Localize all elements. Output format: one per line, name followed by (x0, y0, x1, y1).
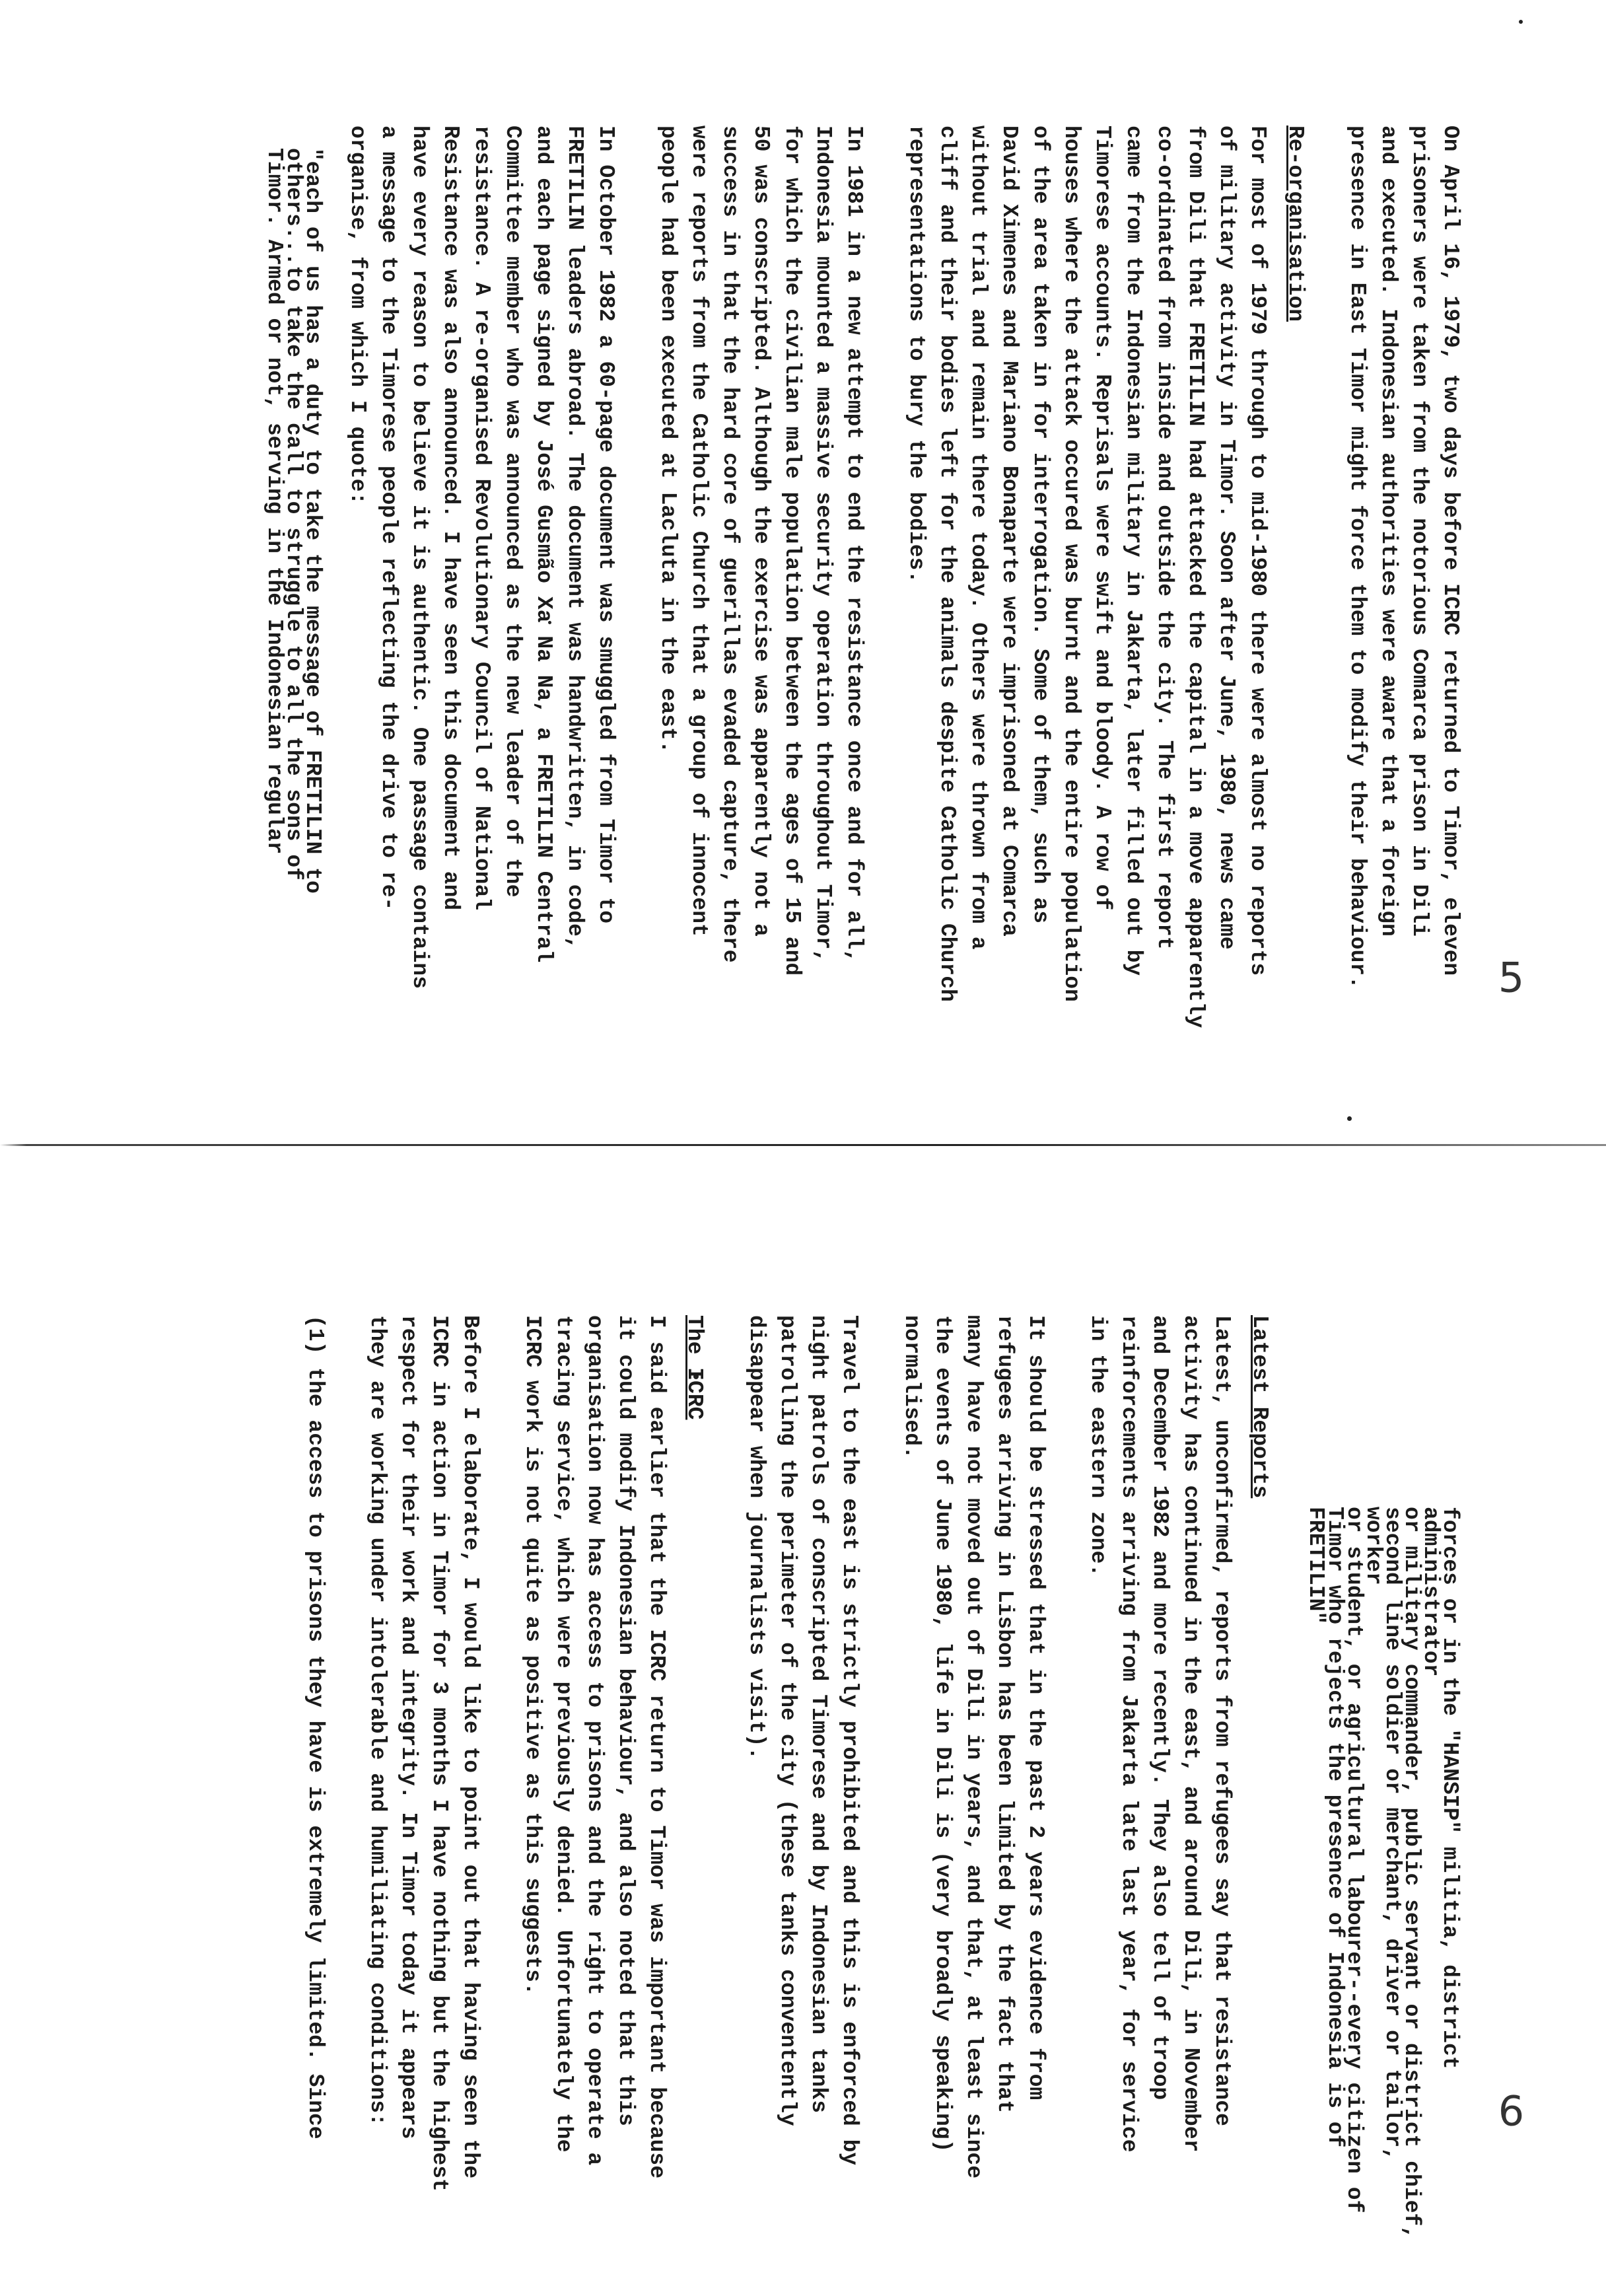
page-5-body (262, 126, 1466, 1050)
section-heading: Re-organisation (1283, 126, 1308, 322)
paragraph: Travel to the east is strictly prohibited and this is enforced by night patrols of conscripted Timorese and by Indonesian tanks patrolling the perimeter of the city (these tanks conventently disappear when journalists visit). (744, 1315, 862, 2166)
paragraph: In October 1982 a 60-page document was smuggled from Timor to FRETILIN leaders abroad. The document was handwritten, in code, and each page signed by José Gusmão Xa Na Na, a FRETILIN Central Committee member who was announced as the new leader of the resistance. A re-organised Revolutionary Council of National Resistance was also announced. I have seen this document and have every reason to believe it is authentic. One passage contains a message to the Timorese people reflecting the drive to re- organise, from which I quote: (345, 126, 618, 989)
block-quote: "each of us has a duty to take the message of FRETILIN to others...to take the call to struggle to all the sons of Timor. Armed or not, serving in the Indonesian regular (262, 148, 325, 894)
paragraph: I said earlier that the ICRC return to Timor was important because it could modify Indonesian behaviour, and also noted that this organisation now has access to prisons and the right to operate a tracing service, which were previously denied. Unfortunately the ICRC work is not quite as positive as this suggests. (520, 1315, 669, 2179)
paragraph: Before I elaborate, I would like to point out that having seen the ICRC in action in Timor for 3 months I have nothing but the highest respect for their work and integrity. In Timor today it appears they are working under intolerable and humiliating conditions: (365, 1315, 483, 2192)
page-6-body (269, 1315, 1462, 2240)
list-item: (1) the access to prisons they have is extremely limited. Since (303, 1315, 328, 2139)
paragraph: It should be stressed that in the past 2 years evidence from refugees arriving in Lisbon has been limited by the fact that many have not moved out of Dili in years, and that, at least since the events of June 1980, life in Dili is (very broadly speaking) normalised. (899, 1315, 1048, 2179)
page-number: 6 (1498, 2087, 1525, 2135)
block-quote-continued: forces or in the "HANSIP" militia, district administrator or military commander, public servant or district chief, second line soldier or merchant, driver or tailor, worker or student, or agricultural labourer--every citizen of Timor who rejects the presence of Indonesia is of FRETILIN" (1304, 1507, 1462, 2239)
section-heading: Latest Reports (1247, 1315, 1272, 1499)
paragraph: In 1981 in a new attempt to end the resistance once and for all, Indonesia mounted a massive security operation throughout Timor, for which the civilian male population between the ages of 15 and 50 was conscripted. Although the exercise was apparently not a success in that the hard core of guerillas evaded capture, there were reports from the Catholic Church that a group of innocent people had been executed at Lacluta in the east. (656, 126, 866, 976)
page-6 (0, 1147, 1606, 2296)
paragraph: Latest, unconfirmed, reports from refugees say that resistance activity has continued in the east, and around Dili, in November and December 1982 and more recently. They also tell of troop reinforcements arriving from Jakarta late last year, for service in the eastern zone. (1086, 1315, 1234, 2153)
paragraph: On April 16, 1979, two days before ICRC returned to Timor, eleven prisoners were taken from the notorious Comarca prison in Dili and executed. Indonesian authorities were aware that a foreign presence in East Timor might force them to modify their behaviour. (1345, 126, 1463, 989)
page-number: 5 (1498, 953, 1525, 1002)
section-heading: The ICRC (682, 1315, 707, 1420)
paragraph: For most of 1979 through to mid-1980 there were almost no reports of military activity in Timor. Soon after June, 1980, news came from Dili that FRETILIN had attacked the capital in a move apparently co-ordinated from inside and outside the city. The first report came from the Indonesian military in Jakarta, later filled out by Timorese accounts. Reprisals were swift and bloody. A row of houses where the attack occured was burnt and the entire population of the area taken in for interrogation. Some of them, such as David Ximenes and Mariano Bonaparte were imprisoned at Comarca without trial and remain there today. Others were thrown from a cliff and their bodies left for the animals despite Catholic Church representations to bury the bodies. (904, 126, 1270, 1028)
